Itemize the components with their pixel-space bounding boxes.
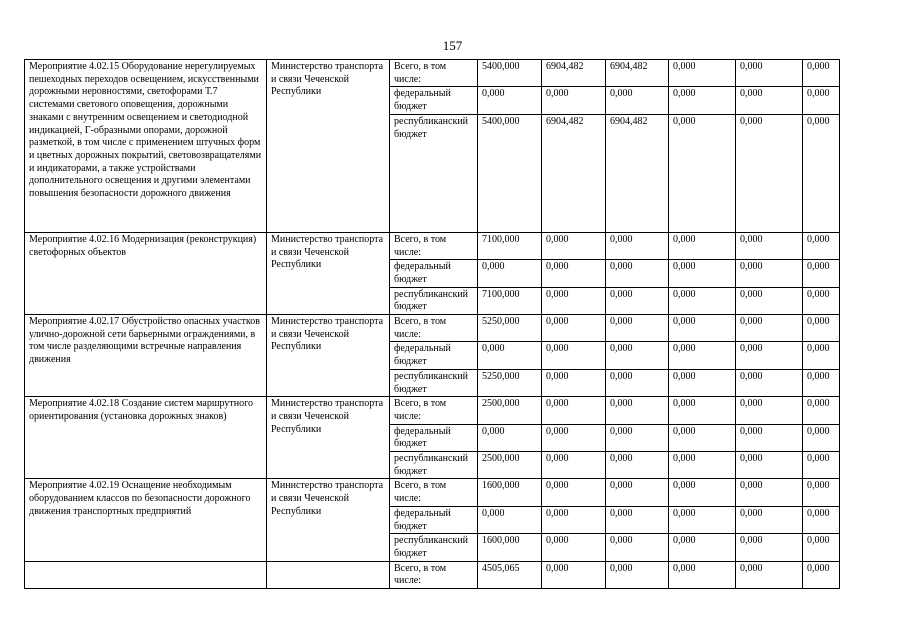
funding-source-cell: республиканский бюджет — [390, 534, 478, 561]
amount-cell: 4505,065 — [478, 561, 542, 588]
amount-cell: 0,000 — [606, 479, 669, 506]
amount-cell: 0,000 — [669, 87, 736, 114]
amount-cell: 0,000 — [803, 534, 840, 561]
amount-cell: 0,000 — [736, 260, 803, 287]
amount-cell: 0,000 — [736, 315, 803, 342]
amount-cell: 0,000 — [803, 60, 840, 87]
amount-cell: 0,000 — [803, 315, 840, 342]
amount-cell: 0,000 — [736, 452, 803, 479]
amount-cell: 0,000 — [803, 561, 840, 588]
table-row — [25, 232, 840, 259]
amount-cell: 0,000 — [606, 87, 669, 114]
funding-source-cell: Всего, в том числе: — [390, 561, 478, 588]
amount-cell: 5400,000 — [478, 60, 542, 87]
amount-cell: 0,000 — [542, 342, 606, 369]
table-row — [25, 479, 840, 506]
amount-cell: 0,000 — [478, 424, 542, 451]
amount-cell: 6904,482 — [606, 114, 669, 232]
amount-cell: 0,000 — [542, 397, 606, 424]
amount-cell: 0,000 — [478, 342, 542, 369]
amount-cell: 0,000 — [669, 342, 736, 369]
amount-cell: 2500,000 — [478, 452, 542, 479]
amount-cell: 0,000 — [736, 397, 803, 424]
amount-cell: 0,000 — [669, 424, 736, 451]
amount-cell: 0,000 — [606, 534, 669, 561]
amount-cell: 0,000 — [606, 452, 669, 479]
amount-cell: 0,000 — [606, 369, 669, 396]
amount-cell: 0,000 — [736, 60, 803, 87]
amount-cell: 0,000 — [803, 452, 840, 479]
amount-cell: 0,000 — [803, 479, 840, 506]
amount-cell: 0,000 — [606, 506, 669, 533]
amount-cell: 0,000 — [606, 260, 669, 287]
amount-cell: 0,000 — [669, 260, 736, 287]
executor-cell — [267, 561, 390, 588]
amount-cell: 0,000 — [803, 114, 840, 232]
amount-cell: 0,000 — [736, 287, 803, 314]
amount-cell: 0,000 — [803, 260, 840, 287]
table-row — [25, 60, 840, 87]
amount-cell: 0,000 — [736, 114, 803, 232]
funding-source-cell: Всего, в том числе: — [390, 315, 478, 342]
amount-cell: 0,000 — [669, 397, 736, 424]
amount-cell: 0,000 — [606, 232, 669, 259]
funding-source-cell: республиканский бюджет — [390, 452, 478, 479]
amount-cell: 5400,000 — [478, 114, 542, 232]
amount-cell: 0,000 — [736, 232, 803, 259]
amount-cell: 0,000 — [803, 87, 840, 114]
amount-cell: 0,000 — [803, 424, 840, 451]
amount-cell: 1600,000 — [478, 479, 542, 506]
funding-source-cell: республиканский бюджет — [390, 287, 478, 314]
measure-name-cell — [25, 561, 267, 588]
amount-cell: 0,000 — [542, 534, 606, 561]
executor-cell: Министерство транспорта и связи Чеченской Республики — [267, 479, 390, 561]
table-row — [25, 561, 840, 588]
amount-cell: 0,000 — [669, 315, 736, 342]
amount-cell: 6904,482 — [542, 60, 606, 87]
amount-cell: 0,000 — [736, 534, 803, 561]
amount-cell: 0,000 — [542, 424, 606, 451]
amount-cell: 0,000 — [606, 424, 669, 451]
amount-cell: 0,000 — [542, 369, 606, 396]
amount-cell: 2500,000 — [478, 397, 542, 424]
page-number: 157 — [442, 38, 463, 53]
amount-cell: 6904,482 — [606, 60, 669, 87]
amount-cell: 0,000 — [736, 369, 803, 396]
amount-cell: 0,000 — [542, 561, 606, 588]
funding-source-cell: федеральный бюджет — [390, 424, 478, 451]
amount-cell: 0,000 — [606, 561, 669, 588]
amount-cell: 7100,000 — [478, 232, 542, 259]
funding-source-cell: Всего, в том числе: — [390, 479, 478, 506]
executor-cell: Министерство транспорта и связи Чеченской Республики — [267, 315, 390, 397]
funding-source-cell: федеральный бюджет — [390, 342, 478, 369]
amount-cell: 0,000 — [803, 506, 840, 533]
amount-cell: 0,000 — [606, 315, 669, 342]
amount-cell: 0,000 — [803, 287, 840, 314]
executor-cell: Министерство транспорта и связи Чеченской Республики — [267, 397, 390, 479]
amount-cell: 0,000 — [803, 342, 840, 369]
amount-cell: 0,000 — [542, 452, 606, 479]
amount-cell: 0,000 — [542, 479, 606, 506]
amount-cell: 0,000 — [669, 369, 736, 396]
funding-source-cell: Всего, в том числе: — [390, 397, 478, 424]
measure-name-cell: Мероприятие 4.02.16 Модернизация (реконструкция) светофорных объектов — [25, 232, 267, 314]
amount-cell: 0,000 — [803, 397, 840, 424]
amount-cell: 0,000 — [669, 60, 736, 87]
amount-cell: 0,000 — [669, 479, 736, 506]
measure-name-cell: Мероприятие 4.02.19 Оснащение необходимым оборудованием классов по безопасности дорожного движения транспортных предприятий — [25, 479, 267, 561]
amount-cell: 0,000 — [478, 506, 542, 533]
table-row — [25, 315, 840, 342]
amount-cell: 7100,000 — [478, 287, 542, 314]
amount-cell: 0,000 — [736, 506, 803, 533]
executor-cell: Министерство транспорта и связи Чеченской Республики — [267, 60, 390, 233]
amount-cell: 0,000 — [542, 506, 606, 533]
amount-cell: 5250,000 — [478, 315, 542, 342]
amount-cell: 0,000 — [669, 561, 736, 588]
amount-cell: 0,000 — [669, 114, 736, 232]
executor-cell: Министерство транспорта и связи Чеченской Республики — [267, 232, 390, 314]
funding-source-cell: республиканский бюджет — [390, 369, 478, 396]
budget-table — [24, 59, 840, 589]
table-row — [25, 397, 840, 424]
amount-cell: 0,000 — [736, 479, 803, 506]
amount-cell: 0,000 — [542, 260, 606, 287]
amount-cell: 0,000 — [542, 315, 606, 342]
amount-cell: 0,000 — [736, 87, 803, 114]
amount-cell: 0,000 — [669, 287, 736, 314]
amount-cell: 6904,482 — [542, 114, 606, 232]
amount-cell: 0,000 — [606, 397, 669, 424]
funding-source-cell: Всего, в том числе: — [390, 232, 478, 259]
amount-cell: 0,000 — [542, 287, 606, 314]
amount-cell: 0,000 — [736, 561, 803, 588]
amount-cell: 5250,000 — [478, 369, 542, 396]
amount-cell: 0,000 — [542, 87, 606, 114]
amount-cell: 0,000 — [803, 369, 840, 396]
amount-cell: 0,000 — [542, 232, 606, 259]
amount-cell: 0,000 — [736, 342, 803, 369]
amount-cell: 1600,000 — [478, 534, 542, 561]
amount-cell: 0,000 — [606, 342, 669, 369]
measure-name-cell: Мероприятие 4.02.17 Обустройство опасных участков улично-дорожной сети барьерными ограждениями, в том числе разделяющими встречные направления движения — [25, 315, 267, 397]
amount-cell: 0,000 — [669, 506, 736, 533]
amount-cell: 0,000 — [669, 232, 736, 259]
measure-name-cell: Мероприятие 4.02.18 Создание систем маршрутного ориентирования (установка дорожных знаков) — [25, 397, 267, 479]
funding-source-cell: Всего, в том числе: — [390, 60, 478, 87]
measure-name-cell: Мероприятие 4.02.15 Оборудование нерегулируемых пешеходных переходов освещением, искусственными дорожными неровностями, светофорами Т.7 системами светового оповещения, дорожными знаками с внутренним освещением и светодиодной индикацией, Г-образными опорами, дорожной разметкой, в том числе с применением штучных форм и цветных дорожных покрытий, световозвращателями и индикаторами, а также устройствами дополнительного освещения и другими элементами повышения безопасности дорожного движения — [25, 60, 267, 233]
amount-cell: 0,000 — [736, 424, 803, 451]
amount-cell: 0,000 — [478, 260, 542, 287]
amount-cell: 0,000 — [606, 287, 669, 314]
amount-cell: 0,000 — [669, 452, 736, 479]
funding-source-cell: федеральный бюджет — [390, 506, 478, 533]
amount-cell: 0,000 — [669, 534, 736, 561]
funding-source-cell: федеральный бюджет — [390, 260, 478, 287]
funding-source-cell: федеральный бюджет — [390, 87, 478, 114]
funding-source-cell: республиканский бюджет — [390, 114, 478, 232]
amount-cell: 0,000 — [803, 232, 840, 259]
amount-cell: 0,000 — [478, 87, 542, 114]
